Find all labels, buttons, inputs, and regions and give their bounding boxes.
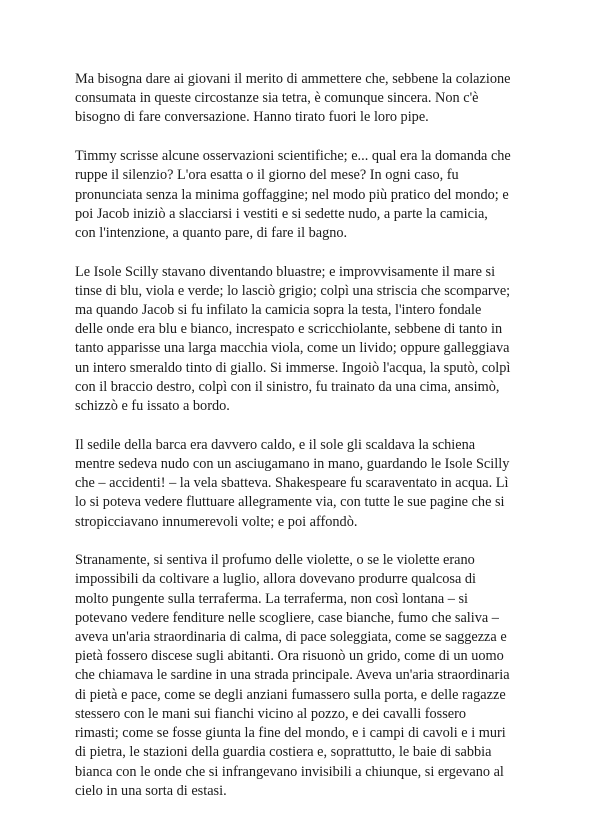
text-line: aveva un'aria straordinaria di calma, di pace soleggiata, come se saggezza e: [75, 629, 507, 646]
text-line: pronunciata senza la minima goffaggine; nel modo più pratico del mondo; e: [75, 186, 509, 203]
text-line: schizzò e fu issato a bordo.: [75, 398, 230, 415]
text-line: stropicciavano innumerevoli volte; e poi affondò.: [75, 513, 358, 530]
text-line: impossibili da coltivare a luglio, allora dovevano produrre qualcosa di: [75, 571, 476, 588]
text-line: con il braccio destro, colpì con il sinistro, fu trainato da una cima, ansimò,: [75, 378, 500, 395]
text-line: poi Jacob iniziò a slacciarsi i vestiti e si sedette nudo, a parte la camicia,: [75, 205, 488, 222]
text-line: mentre sedeva nudo con un asciugamano in mano, guardando le Isole Scilly: [75, 455, 510, 472]
text-line: di pietra, le stazioni della guardia costiera e, soprattutto, le baie di sabbia: [75, 744, 492, 761]
paragraph-2: [75, 147, 527, 243]
text-line: cielo in una sorta di estasi.: [75, 782, 227, 799]
text-line: delle onde era blu e bianco, increspato e scricchiolante, sebbene di tanto in: [75, 321, 503, 338]
text-line: ruppe il silenzio? L'ora esatta o il giorno del mese? In ogni caso, fu: [75, 167, 459, 184]
text-line: ma quando Jacob si fu infilato la camicia sopra la testa, l'intero fondale: [75, 302, 482, 319]
paragraph-3: [75, 263, 527, 417]
text-line: Ma bisogna dare ai giovani il merito di ammettere che, sebbene la colazione: [75, 71, 511, 87]
paragraph-4: [75, 436, 527, 532]
text-line: Il sedile della barca era davvero caldo, e il sole gli scaldava la schiena: [75, 436, 476, 453]
text-line: tinse di blu, viola e verde; lo lasciò grigio; colpì una striscia che scomparve;: [75, 282, 511, 299]
text-line: lo si poteva vedere fluttuare allegramente via, con tutte le sue pagine che si: [75, 494, 505, 511]
text-line: consumata in queste circostanze sia tetra, è comunque sincera. Non c'è: [75, 90, 479, 107]
text-line: pietà fossero discese sugli abitanti. Ora risuonò un grido, come di un uomo: [75, 648, 504, 665]
text-line: rimasti; come se fosse giunta la fine del mondo, e i campi di cavoli e i muri: [75, 725, 506, 742]
text-line: un intero smeraldo tinto di giallo. Si immerse. Ingoiò l'acqua, la sputò, colpì: [75, 359, 511, 376]
text-line: tanto apparisse una larga macchia viola, come un livido; oppure galleggiava: [75, 340, 510, 357]
text-line: molto pungente sulla terraferma. La terraferma, non così lontana – si: [75, 590, 469, 607]
text-line: con l'intenzione, a quanto pare, di fare il bagno.: [75, 224, 348, 241]
document-page: [75, 70, 527, 820]
text-line: di pietà e pace, come se degli anziani fumassero sulla porta, e delle ragazze: [75, 686, 506, 703]
paragraph-5: [75, 551, 527, 801]
text-line: che chiamava le sardine in una strada principale. Aveva un'aria straordinaria: [75, 667, 510, 684]
text-line: Timmy scrisse alcune osservazioni scientifiche; e... qual era la domanda che: [75, 148, 511, 165]
text-line: bisogno di fare conversazione. Hanno tirato fuori le loro pipe.: [75, 109, 429, 126]
text-line: bianca con le onde che si infrangevano invisibili a chiunque, si ergevano al: [75, 763, 504, 780]
paragraph-1: [75, 70, 527, 128]
text-line: potevano vedere fenditure nelle scogliere, case bianche, fumo che saliva –: [75, 609, 499, 626]
text-line: Le Isole Scilly stavano diventando bluastre; e improvvisamente il mare si: [75, 263, 496, 280]
text-line: che – accidenti! – la vela sbatteva. Shakespeare fu scaraventato in acqua. Lì: [75, 475, 509, 492]
text-line: stessero con le mani sui fianchi vicino al pozzo, e dei cavalli fossero: [75, 705, 467, 722]
text-line: Stranamente, si sentiva il profumo delle violette, o se le violette erano: [75, 552, 475, 569]
